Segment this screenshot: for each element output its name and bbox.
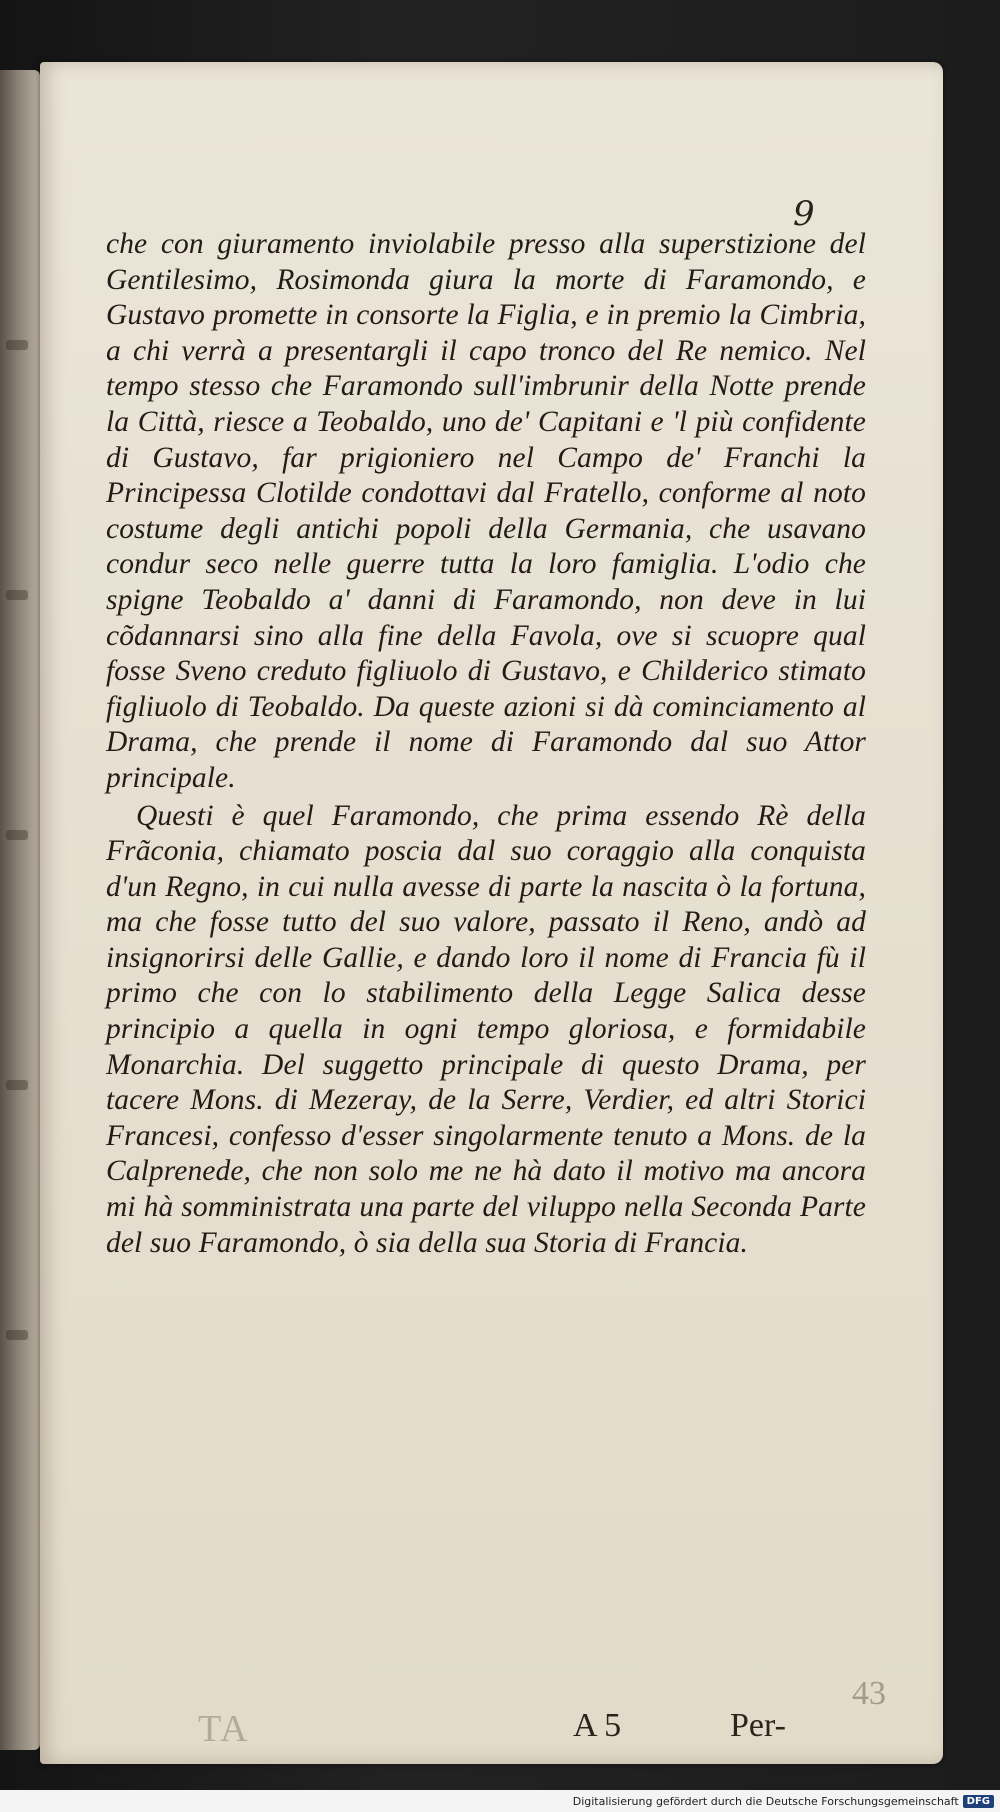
pencil-note: 43 (852, 1675, 886, 1712)
signature-mark: A 5 (573, 1707, 622, 1744)
catchword: Per- (730, 1707, 786, 1744)
previous-page-edge (0, 70, 40, 1750)
book-page (40, 62, 943, 1764)
page-edge-mark (6, 340, 28, 350)
body-text (106, 227, 866, 1261)
page-edge-mark (6, 1080, 28, 1090)
page-number: 9 (793, 194, 815, 234)
paragraph-1: che con giuramento inviolabile presso alla superstizione del Gentilesimo, Rosimonda giura la morte di Faramondo, e Gustavo promette in consorte la Figlia, e in premio la Cimbria, a chi verrà a presentargli il capo tronco del Re nemico. Nel tempo stesso che Faramondo sull'imbrunir della Notte prende la Città, riesce a Teobaldo, uno de' Capitani e 'l più confidente di Gustavo, far prigioniero nel Campo de' Franchi la Principessa Clotilde condottavi dal Fratello, conforme al noto costume degli antichi popoli della Germania, che usavano condur seco nelle guerre tutta la loro famiglia. L'odio che spigne Teobaldo a' danni di Faramondo, non deve in lui cõdannarsi sino alla fine della Favola, ove si scuopre qual fosse Sveno creduto figliuolo di Gustavo, e Childerico stimato figliuolo di Teobaldo. Da queste azioni si dà cominciamento al Drama, che prende il nome di Faramondo dal suo Attor principale. (106, 228, 866, 794)
page-edge-mark (6, 1330, 28, 1340)
page-edge-mark (6, 830, 28, 840)
attribution-bar (0, 1790, 1000, 1812)
page-edge-mark (6, 590, 28, 600)
page-footer (80, 1675, 983, 1757)
paragraph-2: Questi è quel Faramondo, che prima essendo Rè della Frãconia, chiamato poscia dal suo coraggio alla conquista d'un Regno, in cui nulla avesse di parte la nascita ò la fortuna, ma che fosse tutto del suo valore, passato il Reno, andò ad insignorirsi delle Gallie, e dando loro il nome di Francia fù il primo che con lo stabilimento della Legge Salica desse principio a quella in ogni tempo gloriosa, e formidabile Monarchia. Del suggetto principale di questo Drama, per tacere Mons. di Mezeray, de la Serre, Verdier, ed altri Storici Francesi, confesso d'esser singolarmente tenuto a Mons. de la Calprenede, che non solo me ne hà dato il motivo ma ancora mi hà somministrata una parte del viluppo nella Seconda Parte del suo Faramondo, ò sia della sua Storia di Francia. (106, 799, 866, 1259)
dfg-logo-icon: DFG (963, 1795, 994, 1808)
faded-stamp: TA (198, 1708, 250, 1750)
attribution-text: Digitalisierung gefördert durch die Deutsche Forschungsgemeinschaft (572, 1794, 959, 1808)
